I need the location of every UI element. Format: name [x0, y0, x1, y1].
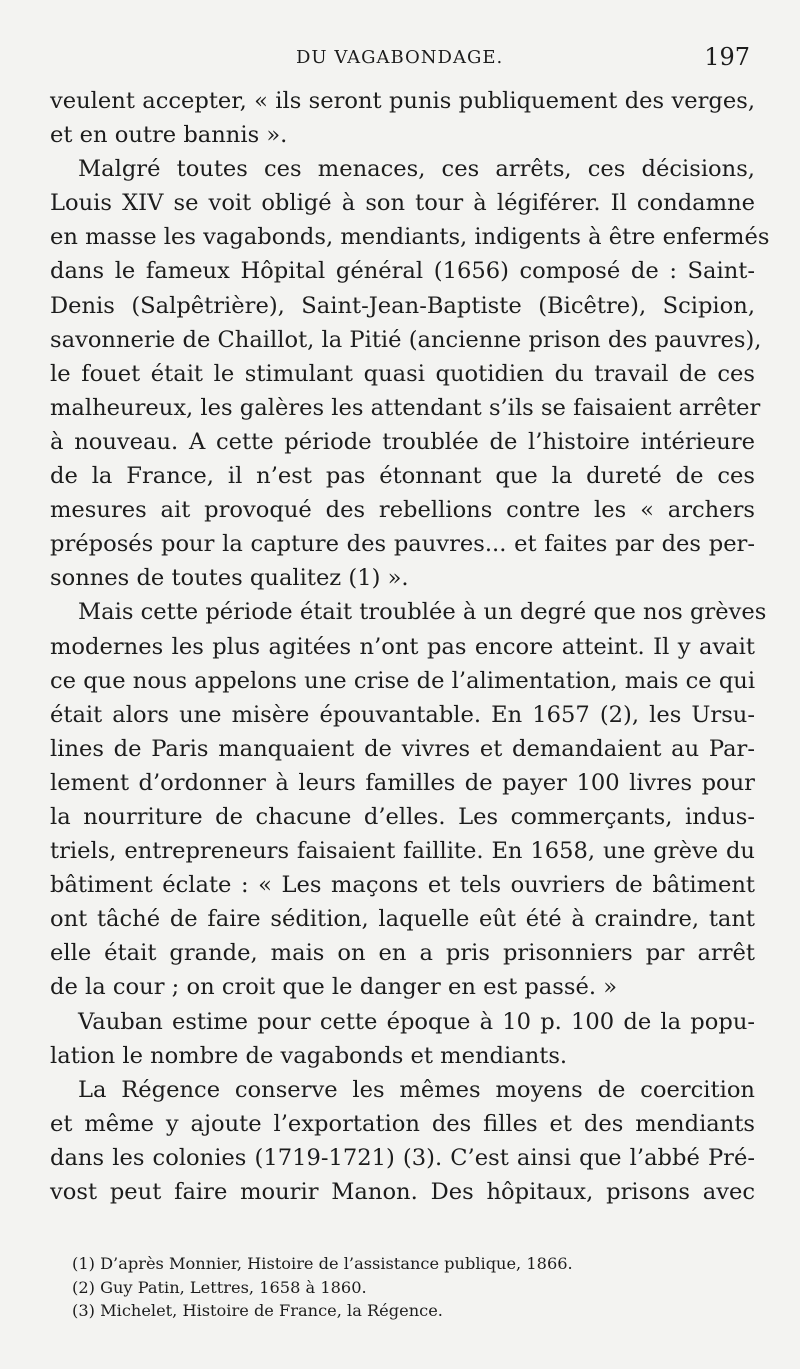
- text-line: elle était grande, mais on en a pris prisonniers par arrêt: [50, 940, 755, 967]
- page-number: 197: [704, 43, 750, 71]
- footnote: (3) Michelet, Histoire de France, la Régence.: [72, 1301, 443, 1320]
- text-line: ont tâché de faire sédition, laquelle eût été à craindre, tant: [50, 906, 755, 933]
- text-line: bâtiment éclate : « Les maçons et tels ouvriers de bâtiment: [50, 872, 755, 899]
- footnote: (2) Guy Patin, Lettres, 1658 à 1860.: [72, 1277, 367, 1297]
- text-line: lation le nombre de vagabonds et mendiants.: [50, 1042, 568, 1069]
- text-line: de la France, il n’est pas étonnant que la dureté de ces: [50, 463, 755, 490]
- text-line: préposés pour la capture des pauvres... et faites par des per-: [50, 531, 755, 558]
- text-line: en masse les vagabonds, mendiants, indigents à être enfermés: [50, 224, 770, 251]
- text-line: Mais cette période était troublée à un degré que nos grèves: [78, 599, 767, 626]
- text-line: vost peut faire mourir Manon. Des hôpitaux, prisons avec: [50, 1179, 755, 1205]
- text-line: était alors une misère épouvantable. En 1657 (2), les Ursu-: [50, 701, 755, 728]
- text-line: de la cour ; on croit que le danger en est passé. »: [50, 974, 618, 1001]
- text-line: à nouveau. A cette période troublée de l’histoire intérieure: [50, 428, 755, 455]
- text-line: Louis XIV se voit obligé à son tour à légiférer. Il condamne: [50, 190, 755, 217]
- running-head: DU VAGABONDAGE.: [296, 47, 504, 68]
- text-line: Malgré toutes ces menaces, ces arrêts, ces décisions,: [78, 156, 755, 183]
- page-header: [56, 43, 756, 79]
- text-line: ce que nous appelons une crise de l’alimentation, mais ce qui: [50, 667, 756, 694]
- text-line: Denis (Salpêtrière), Saint-Jean-Baptiste (Bicêtre), Scipion,: [50, 292, 755, 319]
- text-line: modernes les plus agitées n’ont pas encore atteint. Il y avait: [50, 633, 755, 660]
- text-line: malheureux, les galères les attendant s’ils se faisaient arrêter: [50, 394, 761, 421]
- text-line: lement d’ordonner à leurs familles de payer 100 livres pour: [50, 769, 755, 796]
- footnotes: [72, 1252, 752, 1323]
- body-text: [50, 84, 770, 1209]
- text-line: triels, entrepreneurs faisaient faillite. En 1658, une grève du: [50, 838, 755, 865]
- text-line: la nourriture de chacune d’elles. Les commerçants, indus-: [50, 803, 755, 830]
- text-line: lines de Paris manquaient de vivres et demandaient au Par-: [50, 735, 755, 762]
- footnote: (1) D’après Monnier, Histoire de l’assistance publique, 1866.: [72, 1254, 573, 1273]
- text-line: savonnerie de Chaillot, la Pitié (ancienne prison des pauvres),: [50, 326, 762, 353]
- text-line: et même y ajoute l’exportation des filles et des mendiants: [50, 1110, 755, 1137]
- text-line: mesures ait provoqué des rebellions contre les « archers: [50, 497, 755, 524]
- text-line: veulent accepter, « ils seront punis publiquement des verges,: [50, 88, 755, 114]
- text-line: dans les colonies (1719-1721) (3). C’est ainsi que l’abbé Pré-: [50, 1144, 755, 1171]
- text-line: Vauban estime pour cette époque à 10 p. 100 de la popu-: [78, 1008, 755, 1035]
- text-line: La Régence conserve les mêmes moyens de coercition: [78, 1076, 755, 1103]
- text-line: sonnes de toutes qualitez (1) ».: [50, 565, 409, 592]
- text-line: et en outre bannis ».: [50, 122, 288, 149]
- text-line: le fouet était le stimulant quasi quotidien du travail de ces: [50, 360, 755, 387]
- text-line: dans le fameux Hôpital général (1656) composé de : Saint-: [50, 258, 755, 285]
